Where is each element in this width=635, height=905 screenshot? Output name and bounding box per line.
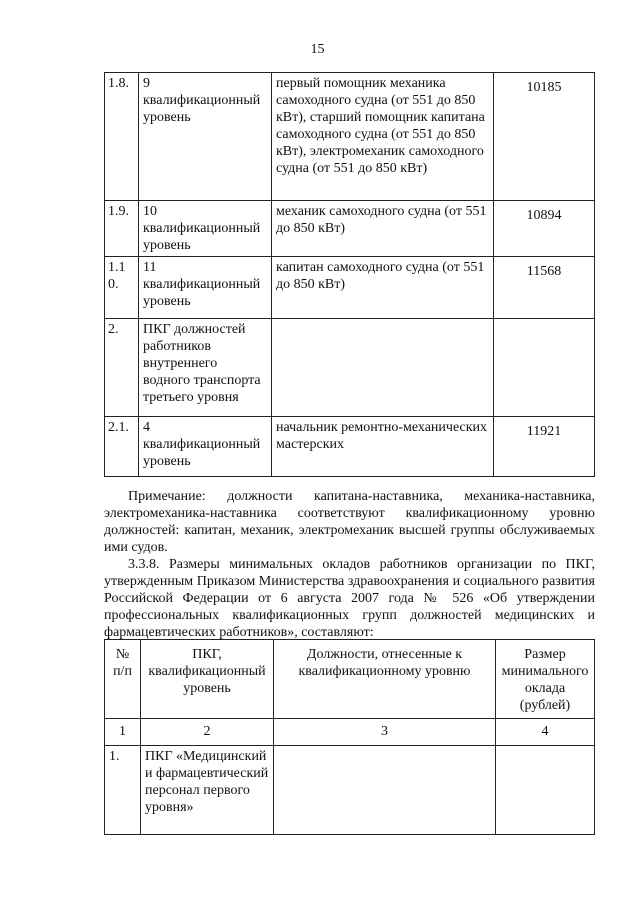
salary-cell: 11568 [494,257,595,319]
header-row [105,640,595,719]
table-row [105,73,595,201]
row-number: 2.1. [105,417,139,477]
row-number: 1.1 0. [105,257,139,319]
salary-cell [496,746,595,835]
column-index: 2 [141,719,274,746]
positions-cell: начальник ремонтно-механических мастерских [272,417,494,477]
row-number: 1.9. [105,201,139,257]
row-number: 2. [105,319,139,417]
column-index-row [105,719,595,746]
table-note: Примечание: должности капитана-наставника, механика-наставника, электромеханика-наставника соответствуют квалификационному уровню должностей: капитан, механик, электромеханик высшей группы обслуживаемых ими судов. [104,489,595,555]
table-row [105,319,595,417]
qualification-level: 9 квалификационный уровень [139,73,272,201]
positions-cell [274,746,496,835]
column-index: 4 [496,719,595,746]
salary-cell: 11921 [494,417,595,477]
positions-cell: первый помощник механика самоходного судна (от 551 до 850 кВт), старший помощник капитана самоходного судна (от 551 до 850 кВт), электромеханик самоходного судна (от 551 до 850 кВт) [272,73,494,201]
row-number: 1. [105,746,141,835]
salary-cell [494,319,595,417]
salary-cell: 10894 [494,201,595,257]
qualification-level: 10 квалификационный уровень [139,201,272,257]
qualification-level: ПКГ «Медицинский и фармацевтический персонал первого уровня» [141,746,274,835]
positions-cell [272,319,494,417]
table-row [105,417,595,477]
page-number: 15 [310,42,325,57]
table-row [105,746,595,835]
column-header: Должности, отнесенные к квалификационному уровню [274,640,496,719]
column-header: № п/п [105,640,141,719]
column-index: 1 [105,719,141,746]
column-index: 3 [274,719,496,746]
column-header: ПКГ, квалификационный уровень [141,640,274,719]
medical-salary-table [104,639,595,835]
qualification-level: 4 квалификационный уровень [139,417,272,477]
table-row [105,257,595,319]
qualification-level: ПКГ должностей работников внутреннего водного транспорта третьего уровня [139,319,272,417]
table-row [105,201,595,257]
column-header: Размер минимального оклада (рублей) [496,640,595,719]
salary-table-continued [104,72,595,477]
salary-cell: 10185 [494,73,595,201]
section-paragraph: 3.3.8. Размеры минимальных окладов работников организации по ПКГ, утвержденным Приказом Министерства здравоохранения и социального развития Российской Федерации от 6 августа 2007 года № 526 «Об утверждении профессиональных квалификационных групп должностей медицинских и фармацевтических работников», составляют: [104,557,595,640]
positions-cell: механик самоходного судна (от 551 до 850 кВт) [272,201,494,257]
qualification-level: 11 квалификационный уровень [139,257,272,319]
row-number: 1.8. [105,73,139,201]
positions-cell: капитан самоходного судна (от 551 до 850 кВт) [272,257,494,319]
